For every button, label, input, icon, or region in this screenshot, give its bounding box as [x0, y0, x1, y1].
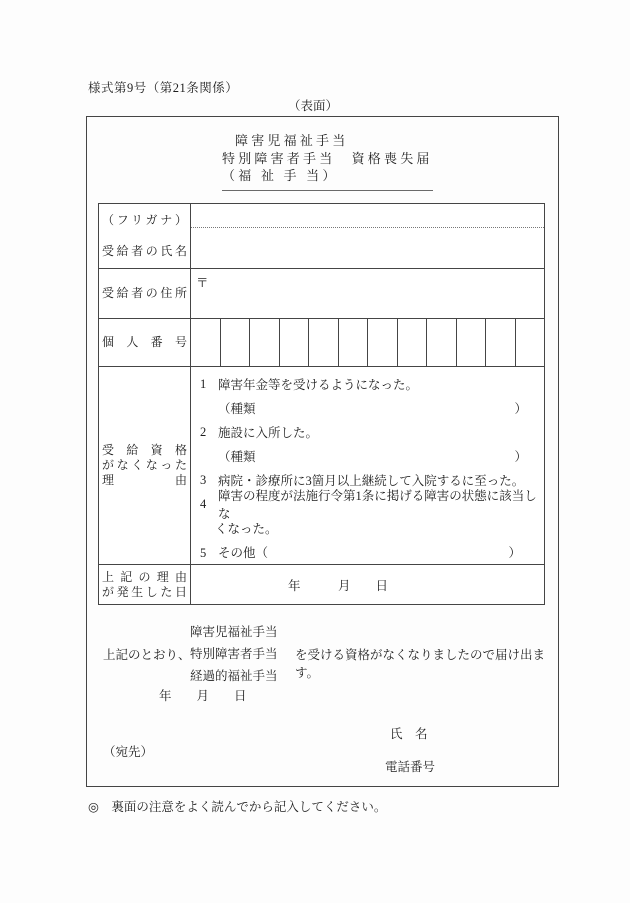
- personal-number-digit-box[interactable]: [515, 319, 545, 366]
- allowance-stack: [190, 621, 278, 687]
- name-label: 受給者の氏名: [102, 244, 187, 258]
- personal-number-digit-box[interactable]: [279, 319, 309, 366]
- furigana-input-area[interactable]: [191, 204, 544, 228]
- reason-item-4[interactable]: [191, 489, 544, 521]
- reason-item-number: 3: [200, 472, 207, 487]
- reason-label-line2: がなくなった: [102, 458, 187, 472]
- name-input-area[interactable]: [191, 228, 544, 266]
- personal-number-label: 個 人 番 号: [102, 335, 187, 349]
- personal-number-digit-box[interactable]: [338, 319, 368, 366]
- furigana-label: （フリガナ）: [102, 213, 187, 227]
- row-reason: [99, 366, 544, 564]
- recipient-name-cell: [191, 204, 544, 268]
- personal-number-digit-box[interactable]: [397, 319, 427, 366]
- recipient-name-label: [99, 204, 191, 268]
- kind-close-paren: ）: [514, 402, 527, 416]
- reason-label-line3: 理 由: [102, 473, 187, 487]
- personal-number-label-cell: [99, 319, 191, 366]
- reason-item-number: 1: [200, 376, 207, 391]
- reason-item-number: 4: [200, 496, 207, 511]
- kind-open-paren: （種類: [218, 402, 256, 416]
- reason-item-text: くなった。: [215, 522, 278, 536]
- kind-open-paren: （種類: [218, 450, 256, 464]
- recipient-address-label: [99, 269, 191, 318]
- occur-date-label-line2: が発生した日: [102, 584, 187, 599]
- reason-item-text: 障害年金等を受けるようになった。: [218, 378, 419, 392]
- reason-item-2-kind-blank[interactable]: [191, 444, 544, 468]
- reason-item-5[interactable]: [191, 540, 544, 564]
- reverse-side-note: ◎ 裏面の注意をよく読んでから記入してください。: [88, 800, 387, 814]
- reason-options-cell: [191, 367, 544, 564]
- signature-name-label: 氏 名: [390, 727, 428, 741]
- personal-number-boxes: [191, 319, 544, 366]
- reason-item-text: 施設に入所した。: [218, 426, 319, 440]
- row-recipient-name: [99, 204, 544, 268]
- personal-number-digit-box[interactable]: [426, 319, 456, 366]
- reason-item-text: 病院・診療所に3箇月以上継続して入院するに至った。: [218, 474, 525, 488]
- form-title: [222, 132, 433, 191]
- title-line-2: 特別障害者手当 資格喪失届: [222, 150, 433, 166]
- postal-mark: 〒: [196, 276, 209, 290]
- personal-number-digit-box[interactable]: [367, 319, 397, 366]
- reason-item-1[interactable]: [191, 372, 544, 396]
- reason-item-2[interactable]: [191, 420, 544, 444]
- allowance-2: 特別障害者手当: [190, 647, 278, 661]
- reason-label-line1: 受 給 資 格: [102, 443, 187, 457]
- row-personal-number: [99, 318, 544, 366]
- personal-number-digit-box[interactable]: [220, 319, 250, 366]
- reason-item-text: 障害の程度が法施行令第1条に掲げる障害の状態に該当しな: [218, 489, 537, 521]
- phone-number-label: 電話番号: [385, 760, 436, 774]
- row-recipient-address: [99, 268, 544, 318]
- side-label: （表面）: [288, 99, 339, 113]
- reason-item-number: 2: [200, 424, 207, 439]
- form-table: [98, 203, 545, 605]
- personal-number-cell-area: [191, 319, 544, 366]
- occur-date-input-area[interactable]: [191, 565, 544, 604]
- reason-label-cell: [99, 367, 191, 564]
- personal-number-digit-box[interactable]: [485, 319, 515, 366]
- other-close-paren: ）: [508, 546, 521, 560]
- reason-item-text: その他（: [218, 546, 269, 560]
- closing-suffix: を受ける資格がなくなりましたので届け出ます。: [295, 648, 546, 680]
- submission-date-blank[interactable]: 年 月 日: [159, 689, 247, 703]
- address-label: 受給者の住所: [102, 286, 187, 300]
- row-occur-date: [99, 564, 544, 604]
- reason-item-1-kind-blank[interactable]: [191, 396, 544, 420]
- allowance-3: 経過的福祉手当: [190, 669, 278, 683]
- personal-number-digit-box[interactable]: [456, 319, 486, 366]
- reason-list: [191, 367, 544, 564]
- closing-prefix: 上記のとおり、: [103, 648, 191, 662]
- occur-date-label-cell: [99, 565, 191, 604]
- occur-date-label-line1: 上記の理由: [102, 569, 187, 584]
- title-line-1: 障害児福祉手当: [235, 133, 349, 148]
- address-input-area[interactable]: [191, 269, 544, 318]
- personal-number-digit-box[interactable]: [249, 319, 279, 366]
- form-outer-box: [86, 116, 559, 787]
- reason-item-number: 5: [200, 546, 207, 560]
- personal-number-digit-box[interactable]: [308, 319, 338, 366]
- title-line-3: （福 祉 手 当）: [222, 168, 339, 183]
- personal-number-digit-box[interactable]: [191, 319, 220, 366]
- addressee-label: （宛先）: [103, 745, 154, 759]
- occur-date-ymd: 年 月 日: [288, 578, 389, 593]
- kind-close-paren: ）: [514, 450, 527, 464]
- form-number: 様式第9号（第21条関係）: [88, 81, 239, 95]
- allowance-1: 障害児福祉手当: [190, 625, 278, 639]
